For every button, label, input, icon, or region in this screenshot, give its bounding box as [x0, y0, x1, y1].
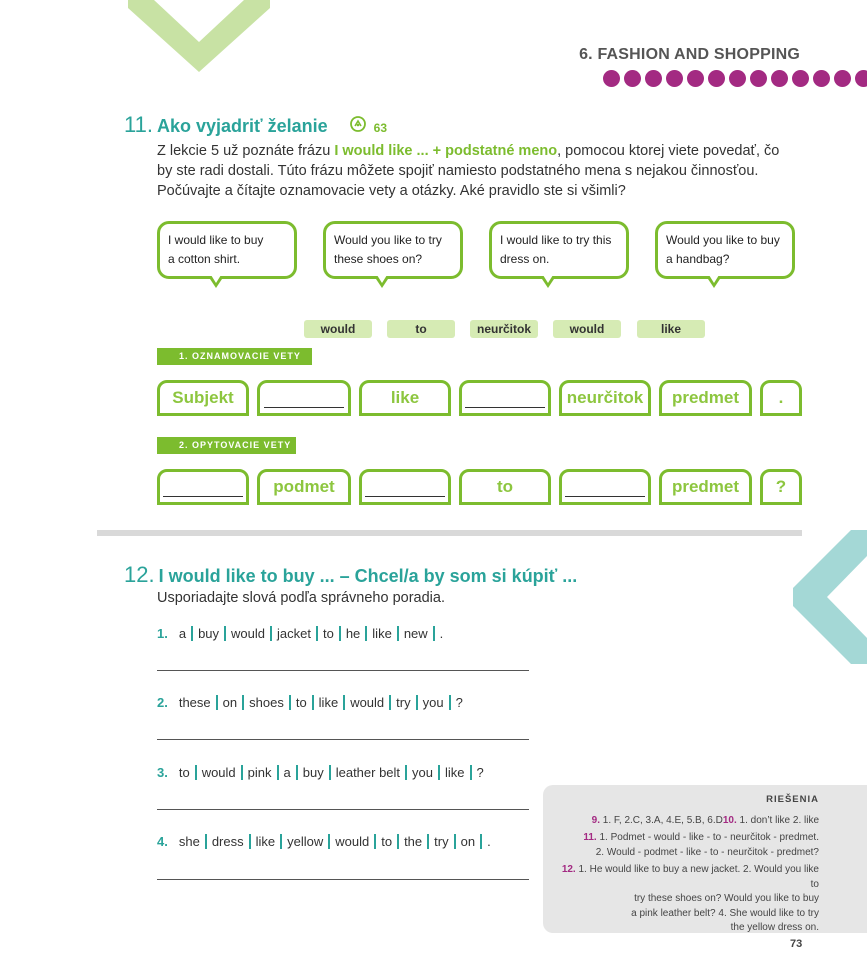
dots-decoration: [603, 70, 867, 87]
word-order-item: 2. these on shoes to like would try you ?: [157, 695, 463, 710]
speech-bubble: Would you like to buy a handbag?: [655, 221, 795, 279]
answer-line[interactable]: [157, 809, 529, 810]
exercise-12-heading: [124, 562, 577, 588]
section-label-declarative: 1. OZNAMOVACIE VETY: [157, 348, 312, 365]
exercise-title: Ako vyjadriť želanie: [156, 116, 328, 136]
sentence-blank[interactable]: [359, 469, 451, 505]
solution-12: 12. 1. He would like to buy a new jacket. 2. Would you like to try these shoes on? Would you like to buy a pink leather belt? 4. She would like to try the yellow dress on.: [561, 864, 819, 933]
exercise-number: 12.: [124, 562, 155, 587]
speech-bubble: I would like to try this dress on.: [489, 221, 629, 279]
word-chip[interactable]: to: [387, 320, 455, 338]
exercise-number: 11.: [124, 112, 153, 137]
exercise-instructions: Usporiadajte slová podľa správneho poradia.: [157, 590, 445, 606]
word-chip[interactable]: would: [553, 320, 621, 338]
exercise-11-heading: [124, 112, 387, 138]
answer-line[interactable]: [157, 879, 529, 880]
answer-line[interactable]: [157, 739, 529, 740]
sentence-blank[interactable]: [157, 469, 249, 505]
word-order-item: 4. she dress like yellow would to the try on .: [157, 834, 491, 849]
sentence-blank[interactable]: [257, 380, 351, 416]
sentence-blank[interactable]: [559, 469, 651, 505]
chevron-decoration-top: [128, 0, 270, 72]
answer-line[interactable]: [157, 670, 529, 671]
word-order-item: 1. a buy would jacket to he like new .: [157, 626, 444, 641]
sentence-box: ?: [760, 469, 802, 505]
sentence-box: .: [760, 380, 802, 416]
sentence-box: podmet: [257, 469, 351, 505]
chapter-title: 6. FASHION AND SHOPPING: [579, 46, 800, 63]
solutions-panel: [543, 785, 867, 933]
sentence-box: neurčitok: [559, 380, 651, 416]
sentence-box: predmet: [659, 469, 752, 505]
section-label-interrogative: 2. OPYTOVACIE VETY: [157, 437, 296, 454]
solution-9-10: 9. 1. F, 2.C, 3.A, 4.E, 5.B, 6.D10. 1. don’t like 2. like: [591, 814, 819, 826]
exercise-instructions: Z lekcie 5 už poznáte frázu I would like ... + podstatné meno, pomocou ktorej viete povedať, čo by ste radi dostali. Túto frázu môžete spojiť namiesto podstatného mena s nejakou činnosťou. Počúvajte a čítajte oznamovacie vety a otázky. Aké pravidlo ste si všimli?: [157, 143, 780, 199]
word-chip[interactable]: would: [304, 320, 372, 338]
sentence-box: like: [359, 380, 451, 416]
speech-bubble: I would like to buy a cotton shirt.: [157, 221, 297, 279]
sentence-box: predmet: [659, 380, 752, 416]
track-number: 63: [373, 121, 388, 135]
solution-11: 11. 1. Podmet - would - like - to - neurčitok - predmet. 2. Would - podmet - like - to - neurčitok - predmet?: [583, 832, 819, 858]
sentence-box: to: [459, 469, 551, 505]
sentence-blank[interactable]: [459, 380, 551, 416]
page-number: 73: [790, 938, 803, 950]
word-chip[interactable]: like: [637, 320, 705, 338]
chevron-decoration-right: [793, 530, 867, 664]
section-divider: [97, 530, 802, 536]
audio-icon[interactable]: [350, 116, 366, 132]
word-order-item: 3. to would pink a buy leather belt you like ?: [157, 765, 484, 780]
word-chip[interactable]: neurčitok: [470, 320, 538, 338]
sentence-box: Subjekt: [157, 380, 249, 416]
exercise-title: I would like to buy ... – Chcel/a by som si kúpiť ...: [158, 566, 578, 586]
solutions-heading: RIEŠENIA: [766, 794, 819, 805]
speech-bubble: Would you like to try these shoes on?: [323, 221, 463, 279]
